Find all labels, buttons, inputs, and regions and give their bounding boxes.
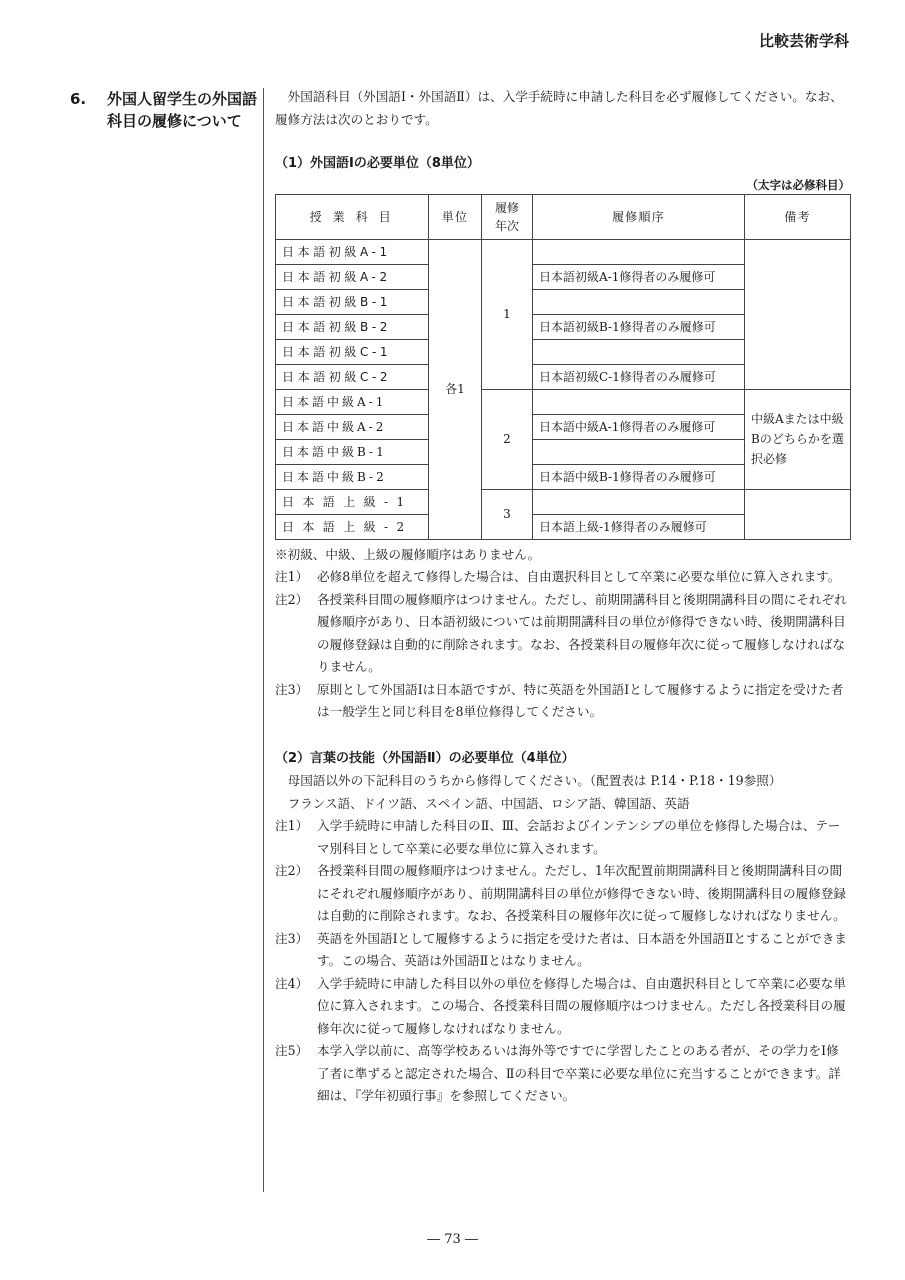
table-row xyxy=(276,239,851,264)
note-item xyxy=(275,973,850,1041)
order-cell: 日本語上級-1修得者のみ履修可 xyxy=(533,514,745,539)
year-cell-2: 2 xyxy=(482,389,533,489)
subject-cell: 日本語初級C-2 xyxy=(276,364,429,389)
part2-line1: 母国語以外の下記科目のうちから修得してください。（配置表は P.14・P.18・19参照） xyxy=(287,773,782,788)
note-label: 注1） xyxy=(275,569,309,584)
header-credit: 単位 xyxy=(429,194,482,239)
note-text: 英語を外国語Ⅰとして履修するように指定を受けた者は、日本語を外国語Ⅱとすることができます。この場合、英語は外国語Ⅱとはなりません。 xyxy=(317,930,847,968)
year-cell-3: 3 xyxy=(482,489,533,539)
part2-languages: フランス語、ドイツ語、スペイン語、中国語、ロシア語、韓国語、英語 xyxy=(287,795,690,811)
subject-cell: 日本語中級B-1 xyxy=(276,439,429,464)
order-cell xyxy=(533,339,745,364)
header-year: 履修年次 xyxy=(482,194,533,239)
order-cell xyxy=(533,439,745,464)
note-label: 注5） xyxy=(275,1043,309,1058)
table-footnote: ※初級、中級、上級の履修順序はありません。 xyxy=(275,546,541,562)
note-text: 本学入学以前に、高等学校あるいは海外等ですでに学習したことのある者が、その学力をⅠ修了者に準ずると認定された場合、Ⅱの科目で卒業に必要な単位に充当することができます。詳細は、『学年初頭行事』を参照してください。 xyxy=(317,1043,841,1103)
main-content xyxy=(275,86,850,1108)
part2-heading: （2）言葉の技能（外国語Ⅱ）の必要単位（4単位） xyxy=(275,750,575,766)
note-label: 注4） xyxy=(275,975,309,991)
note-label: 注3） xyxy=(275,681,309,697)
subject-cell: 日本語初級A-2 xyxy=(276,264,429,289)
order-cell xyxy=(533,489,745,514)
order-cell: 日本語初級A-1修得者のみ履修可 xyxy=(533,264,745,289)
header-order: 履修順序 xyxy=(533,194,745,239)
header-subject: 授 業 科 目 xyxy=(276,194,429,239)
order-cell: 日本語中級B-1修得者のみ履修可 xyxy=(533,464,745,489)
bold-note: （太字は必修科目） xyxy=(746,177,850,192)
note-item xyxy=(275,589,850,679)
subject-cell: 日本語初級B-2 xyxy=(276,314,429,339)
note-item xyxy=(275,815,850,860)
note-text: 入学手続時に申請した科目以外の単位を修得した場合は、自由選択科目として卒業に必要な単位に算入されます。この場合、各授業科目間の履修順序はつけません。ただし各授業科目の履修年次に従って履修しなければなりません。 xyxy=(317,975,846,1036)
credit-cell: 各1 xyxy=(429,239,482,539)
note-text: 各授業科目間の履修順序はつけません。ただし、前期開講科目と後期開講科目の間にそれぞれ履修順序があり、日本語初級については前期開講科目の単位が修得できない時、後期開講科目の履修登録は自動的に削除されます。なお、各授業科目の履修年次に従って履修しなければなりません。 xyxy=(317,591,847,674)
order-cell: 日本語初級B-1修得者のみ履修可 xyxy=(533,314,745,339)
subject-cell: 日本語初級B-1 xyxy=(276,289,429,314)
part2-notes xyxy=(275,815,850,1108)
note-item xyxy=(275,679,850,724)
order-cell xyxy=(533,289,745,314)
section-divider xyxy=(263,88,264,1192)
header-remarks: 備考 xyxy=(745,194,851,239)
part1-notes xyxy=(275,566,850,724)
order-cell: 日本語中級A-1修得者のみ履修可 xyxy=(533,414,745,439)
section-number: 6. xyxy=(70,90,87,108)
order-cell xyxy=(533,239,745,264)
note-text: 入学手続時に申請した科目のⅡ、Ⅲ、会話およびインテンシブの単位を修得した場合は、テーマ別科目として卒業に必要な単位に算入されます。 xyxy=(317,818,841,856)
note-text: 必修8単位を超えて修得した場合は、自由選択科目として卒業に必要な単位に算入されます。 xyxy=(317,569,841,584)
note-label: 注1） xyxy=(275,818,309,833)
note-item xyxy=(275,566,850,589)
subject-cell: 日本語初級C-1 xyxy=(276,339,429,364)
note-item xyxy=(275,1040,850,1108)
subject-cell: 日本語中級A-1 xyxy=(276,389,429,414)
requirements-table xyxy=(275,194,851,540)
note-label: 注3） xyxy=(275,930,309,946)
subject-cell: 日本語上級-2 xyxy=(276,514,429,539)
remark-cell-intermediate: 中級Aまたは中級Bのどちらかを選択必修 xyxy=(745,389,851,489)
page-number: ― 73 ― xyxy=(427,1232,478,1247)
note-item xyxy=(275,860,850,928)
table-header-row xyxy=(276,194,851,239)
department-title: 比較芸術学科 xyxy=(758,32,849,50)
part1-heading: （1）外国語Ⅰの必要単位（8単位） xyxy=(275,156,480,171)
subject-cell: 日本語中級A-2 xyxy=(276,414,429,439)
intro-paragraph: 外国語科目（外国語Ⅰ・外国語Ⅱ）は、入学手続時に申請した科目を必ず履修してください。なお、履修方法は次のとおりです。 xyxy=(275,89,843,127)
subject-cell: 日本語上級-1 xyxy=(276,489,429,514)
note-item xyxy=(275,928,850,973)
section-title: 外国人留学生の外国語科目の履修について xyxy=(107,90,258,130)
note-label: 注2） xyxy=(275,863,309,878)
table-row xyxy=(276,489,851,514)
note-text: 原則として外国語Ⅰは日本語ですが、特に英語を外国語Ⅰとして履修するように指定を受けた者は一般学生と同じ科目を8単位修得してください。 xyxy=(317,681,844,719)
subject-cell: 日本語初級A-1 xyxy=(276,239,429,264)
order-cell xyxy=(533,389,745,414)
year-cell-1: 1 xyxy=(482,239,533,389)
subject-cell: 日本語中級B-2 xyxy=(276,464,429,489)
table-row xyxy=(276,389,851,414)
remark-cell-beginner xyxy=(745,239,851,389)
note-text: 各授業科目間の履修順序はつけません。ただし、1年次配置前期開講科目と後期開講科目の間にそれぞれ履修順序があり、前期開講科目の単位が修得できない時、後期開講科目の履修登録は自動的に削除されます。なお、各授業科目の履修年次に従って履修しなければなりません。 xyxy=(317,863,846,923)
note-label: 注2） xyxy=(275,591,309,607)
order-cell: 日本語初級C-1修得者のみ履修可 xyxy=(533,364,745,389)
remark-cell-advanced xyxy=(745,489,851,539)
